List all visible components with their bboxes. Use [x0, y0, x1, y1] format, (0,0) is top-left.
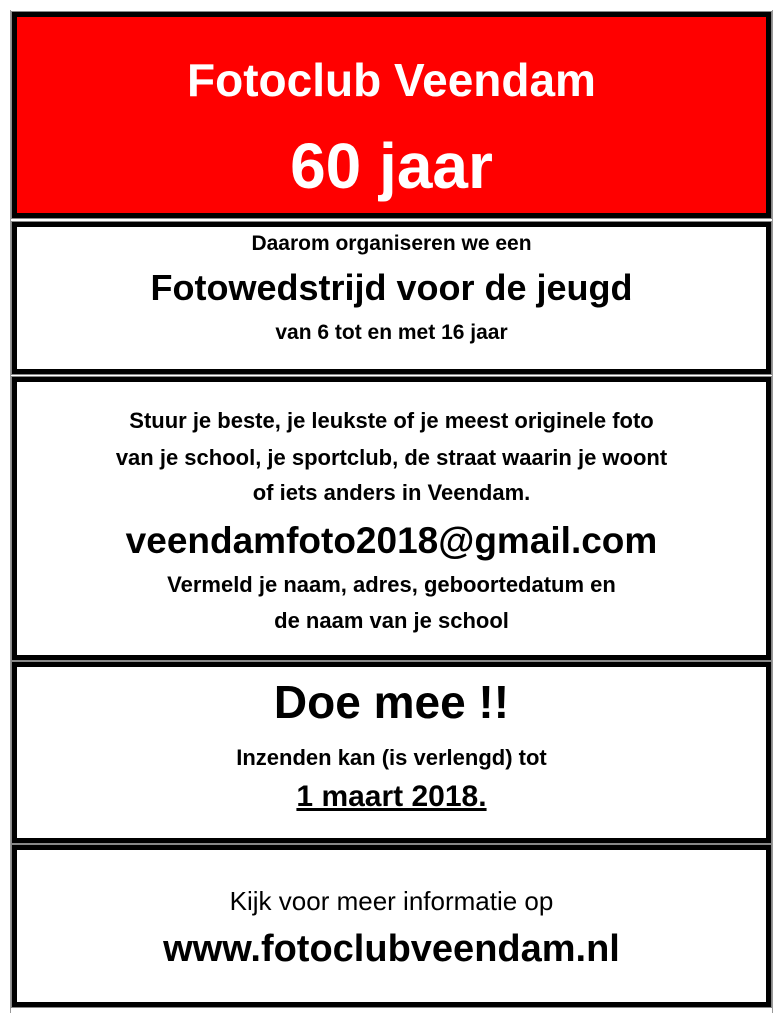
intro-line: Daarom organiseren we een [251, 232, 532, 255]
instructions-box [12, 377, 771, 660]
header-box [12, 12, 771, 218]
instruction-line: of iets anders in Veendam. [252, 480, 531, 505]
deadline-date: 1 maart 2018. [296, 780, 487, 813]
club-title: Fotoclub Veendam [187, 54, 596, 106]
note-line: Vermeld je naam, adres, geboortedatum en [167, 572, 616, 597]
age-range: van 6 tot en met 16 jaar [275, 321, 508, 344]
deadline-line: Inzenden kan (is verlengd) tot [236, 745, 547, 770]
info-line: Kijk voor meer informatie op [229, 886, 554, 916]
email-address[interactable]: veendamfoto2018@gmail.com [125, 520, 658, 561]
instruction-line: Stuur je beste, je leukste of je meest originele foto [129, 408, 654, 433]
anniversary-title: 60 jaar [290, 130, 493, 202]
intro-box [12, 222, 771, 374]
footer-box [12, 845, 771, 1007]
call-box [12, 662, 771, 843]
contest-title: Fotowedstrijd voor de jeugd [150, 267, 633, 308]
instruction-line: van je school, je sportclub, de straat waarin je woont [115, 445, 668, 470]
call-title: Doe mee !! [273, 676, 510, 728]
note-line: de naam van je school [274, 608, 509, 633]
website-url[interactable]: www.fotoclubveendam.nl [163, 928, 620, 970]
